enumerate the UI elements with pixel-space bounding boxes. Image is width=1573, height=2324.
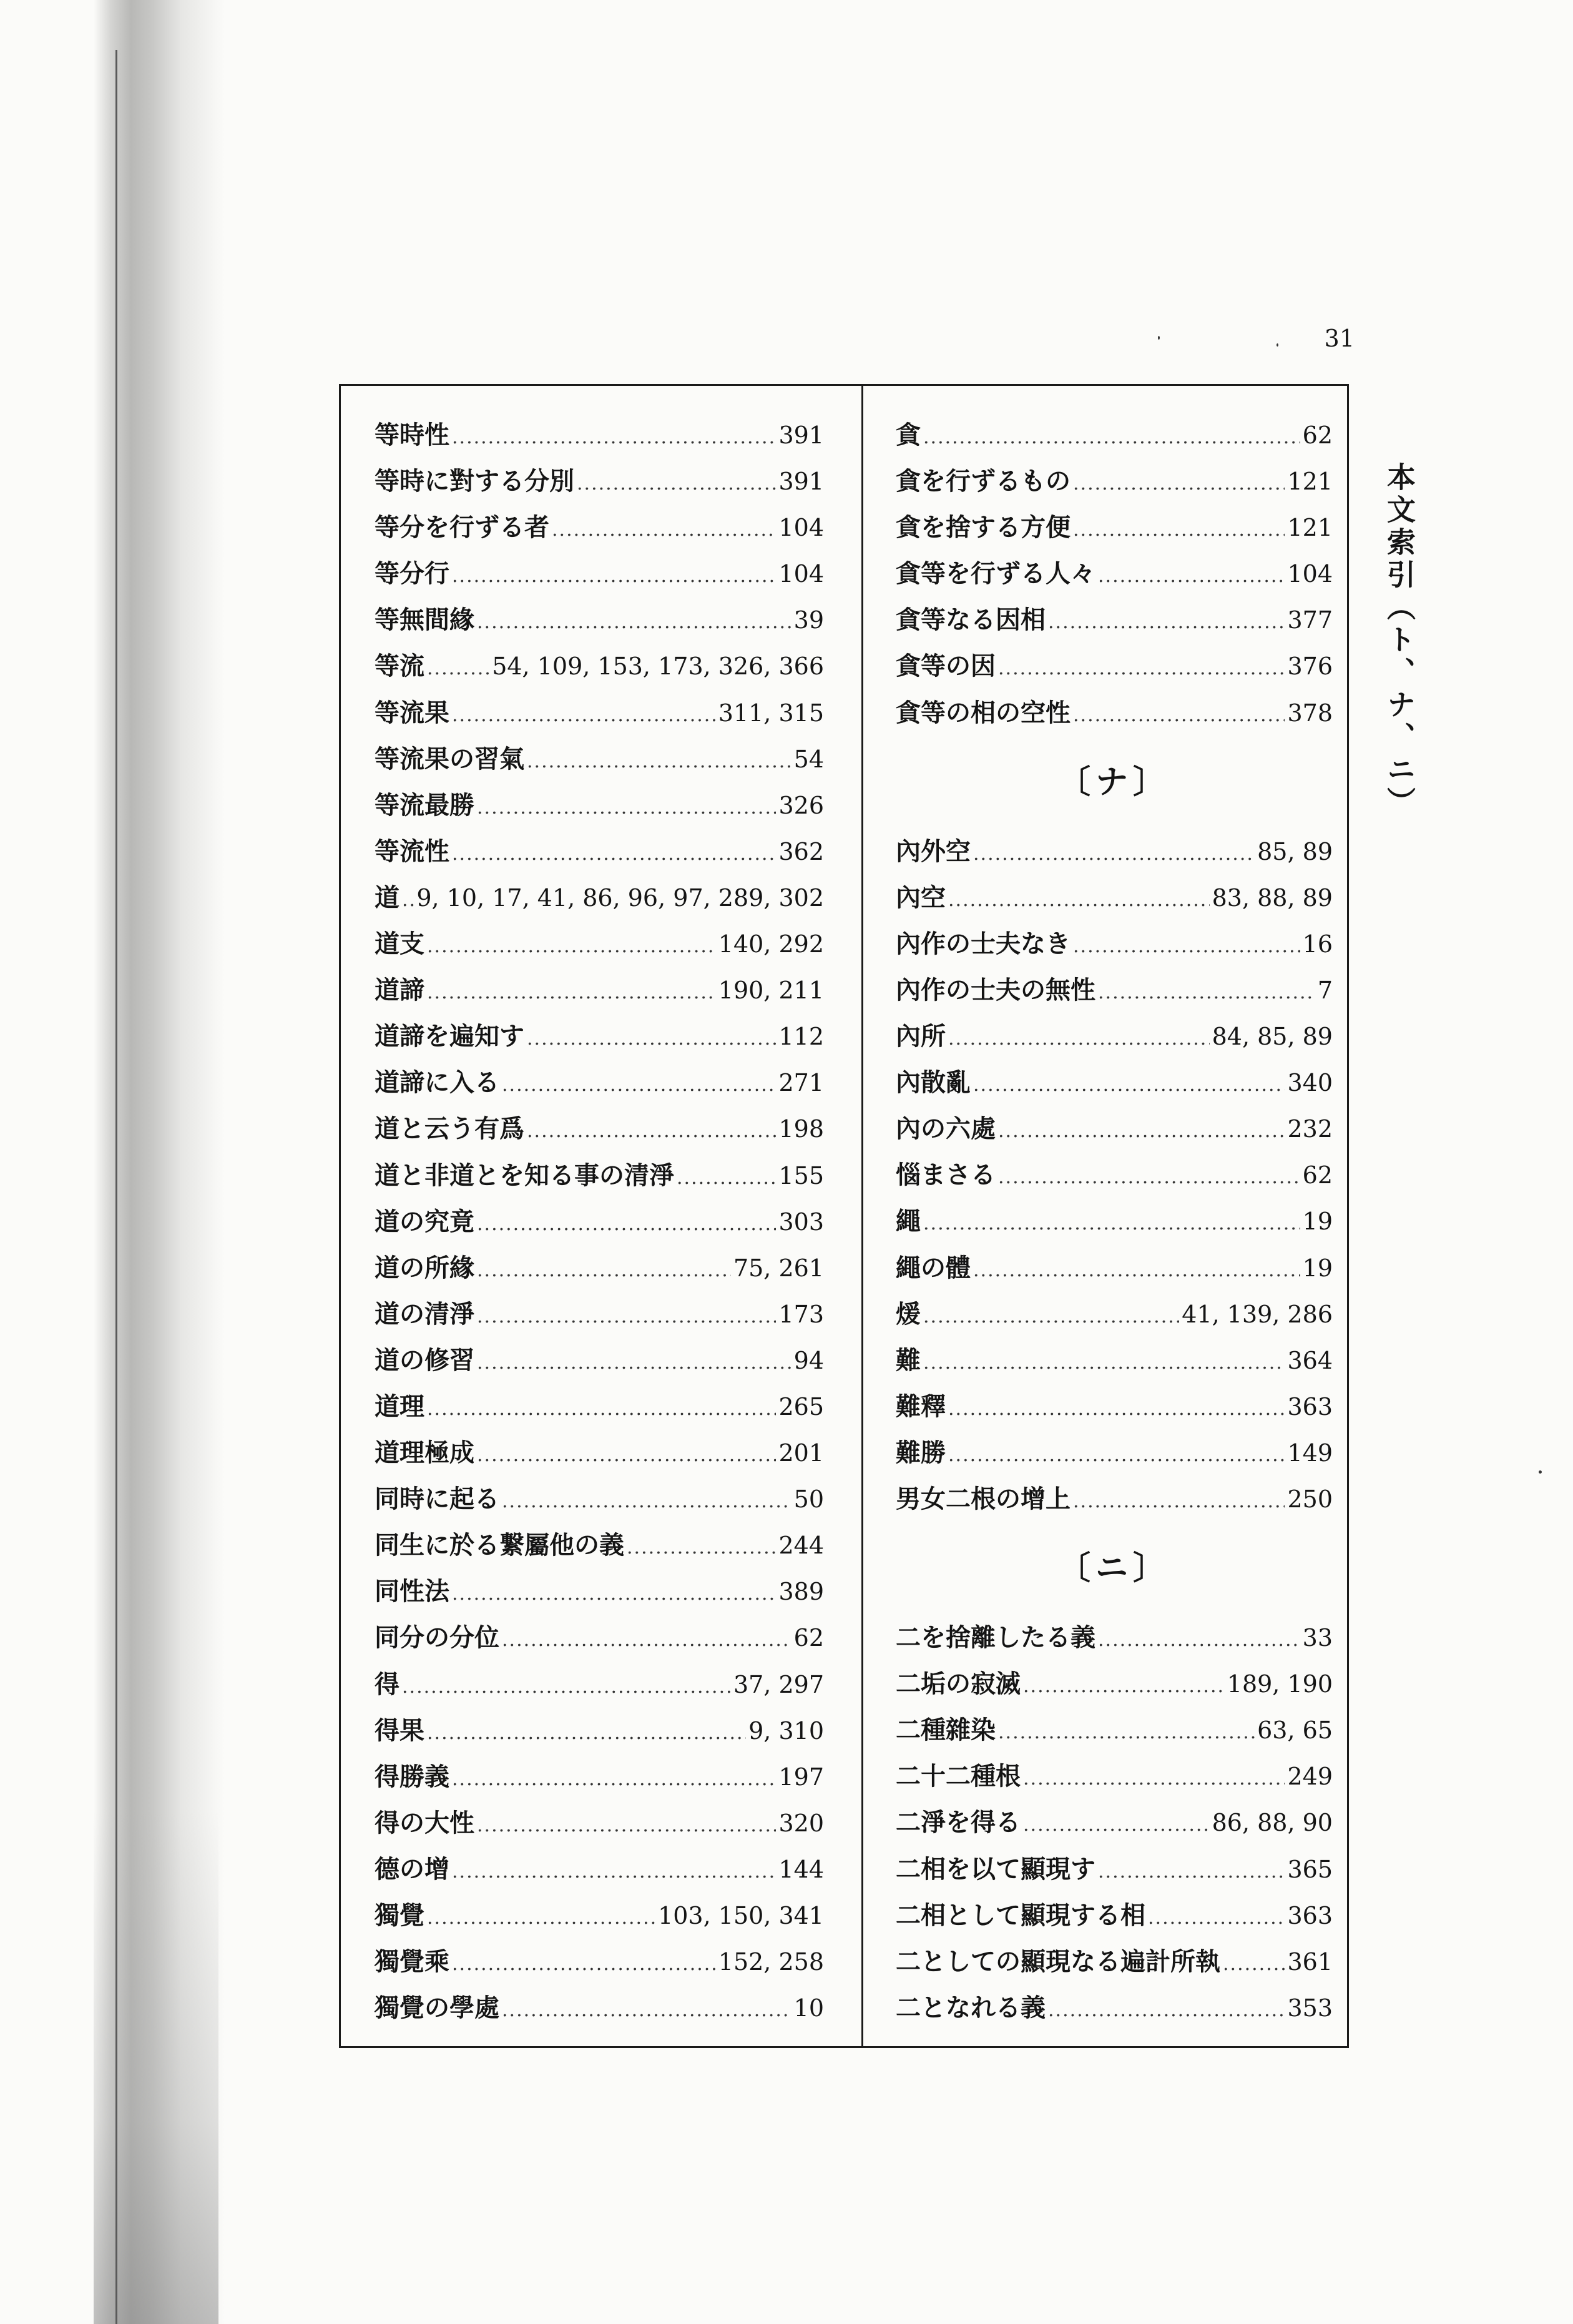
- leader-dots: [1073, 507, 1285, 553]
- left-column: [375, 412, 824, 2031]
- leader-dots: [402, 1664, 731, 1710]
- index-entry: [896, 643, 1333, 689]
- page-references: 340: [1287, 1069, 1333, 1097]
- page-references: 9, 10, 17, 41, 86, 96, 97, 289, 302: [416, 884, 824, 912]
- leader-dots: [973, 1248, 1300, 1294]
- scan-speck: [1539, 1470, 1542, 1474]
- index-entry: [896, 1846, 1333, 1893]
- page-references: 265: [778, 1392, 824, 1420]
- index-term: 同分の分位: [375, 1623, 499, 1653]
- index-entry: [375, 1985, 824, 2031]
- page-references: 54: [793, 745, 824, 773]
- index-entry: [896, 1939, 1333, 1985]
- page-references: 362: [778, 837, 824, 865]
- page-references: 198: [778, 1115, 824, 1143]
- leader-dots: [1098, 1849, 1285, 1895]
- index-term: 得: [375, 1669, 399, 1699]
- leader-dots: [1073, 692, 1285, 739]
- index-term: 貪等の因: [896, 651, 996, 681]
- index-term: 內空: [896, 882, 946, 912]
- page-references: 320: [778, 1809, 824, 1837]
- leader-dots: [923, 1201, 1300, 1247]
- page-references: 376: [1287, 652, 1333, 681]
- index-entry: [375, 736, 824, 782]
- index-term: 男女二根の增上: [896, 1484, 1071, 1514]
- leader-dots: [677, 1155, 776, 1201]
- side-title: 本文索引（ト、ナ、ニ）: [1383, 462, 1416, 819]
- section-heading-ni: 〔ニ〕: [1057, 1549, 1170, 1588]
- index-entry: [896, 1615, 1333, 1661]
- index-entry: [375, 1153, 824, 1199]
- index-term: 二十二種根: [896, 1761, 1021, 1791]
- page-references: 391: [778, 421, 824, 449]
- page-references: 391: [778, 468, 824, 496]
- scan-speck: [1158, 336, 1160, 340]
- index-term: 等分を行ずる者: [375, 513, 549, 543]
- index-term: 二を捨離したる義: [896, 1623, 1095, 1653]
- index-entry: [375, 597, 824, 643]
- page-references: 271: [778, 1069, 824, 1097]
- index-term: 繩: [896, 1206, 921, 1236]
- page-references: 104: [1287, 560, 1333, 588]
- page-references: 149: [1287, 1439, 1333, 1467]
- leader-dots: [998, 1710, 1255, 1756]
- index-entry: [896, 1985, 1333, 2031]
- index-term: 內散亂: [896, 1068, 971, 1098]
- index-entry: [375, 1060, 824, 1106]
- leader-dots: [452, 831, 776, 877]
- page-references: 94: [793, 1346, 824, 1374]
- leader-dots: [452, 1571, 776, 1617]
- leader-dots: [948, 1016, 1210, 1062]
- index-term: 貪: [896, 420, 921, 450]
- page-references: 232: [1287, 1115, 1333, 1143]
- index-term: 二淨を得る: [896, 1808, 1021, 1838]
- leader-dots: [452, 1941, 716, 1987]
- leader-dots: [923, 1294, 1179, 1340]
- leader-dots: [552, 507, 776, 553]
- leader-dots: [477, 1201, 776, 1248]
- leader-dots: [477, 785, 776, 831]
- leader-dots: [998, 1108, 1285, 1155]
- leader-dots: [477, 1294, 776, 1340]
- index-term: 二としての顯現なる遍計所執: [896, 1946, 1220, 1976]
- leader-dots: [427, 646, 489, 692]
- leader-dots: [502, 1479, 791, 1525]
- index-entry: [375, 412, 824, 458]
- leader-dots: [948, 1386, 1285, 1432]
- page-references: 104: [778, 560, 824, 588]
- index-term: 得勝義: [375, 1761, 449, 1791]
- index-entry: [896, 1893, 1333, 1939]
- index-entry: [375, 1106, 824, 1152]
- page-references: 249: [1287, 1763, 1333, 1791]
- leader-dots: [1073, 1479, 1285, 1525]
- leader-dots: [477, 1803, 776, 1849]
- index-entry: [896, 1384, 1333, 1430]
- leader-dots: [973, 831, 1255, 877]
- page-references: 33: [1302, 1624, 1333, 1652]
- leader-dots: [427, 1386, 776, 1432]
- index-entry: [896, 921, 1333, 967]
- index-term: 內作の士夫の無性: [896, 975, 1095, 1005]
- index-entry: [896, 1707, 1333, 1753]
- index-entry: [375, 505, 824, 551]
- leader-dots: [452, 1849, 776, 1895]
- leader-dots: [923, 415, 1300, 461]
- index-entry: [375, 1893, 824, 1939]
- leader-dots: [973, 1062, 1285, 1108]
- leader-dots: [527, 739, 791, 785]
- leader-dots: [452, 553, 776, 599]
- column-divider: [861, 384, 863, 2048]
- index-term: 難釋: [896, 1391, 946, 1421]
- index-entry: [375, 1337, 824, 1384]
- index-term: 獨覺: [375, 1901, 424, 1930]
- index-entry: [896, 412, 1333, 458]
- leader-dots: [502, 1062, 776, 1108]
- index-entry: [375, 1754, 824, 1800]
- index-entry: [375, 1013, 824, 1060]
- index-term: 貪等なる因相: [896, 605, 1046, 635]
- index-entry: [375, 1522, 824, 1568]
- leader-dots: [577, 461, 776, 507]
- index-entry: [375, 1384, 824, 1430]
- leader-dots: [452, 415, 776, 461]
- index-term: 道の修習: [375, 1345, 474, 1375]
- index-term: 貪等を行ずる人々: [896, 559, 1095, 589]
- page-references: 363: [1287, 1392, 1333, 1420]
- page-references: 41, 139, 286: [1182, 1300, 1333, 1328]
- leader-dots: [998, 1155, 1300, 1201]
- leader-dots: [1148, 1895, 1285, 1941]
- index-entry: [375, 921, 824, 967]
- index-entry: [375, 1662, 824, 1708]
- index-entry: [375, 551, 824, 597]
- index-term: 同時に起る: [375, 1484, 499, 1514]
- index-term: 二となれる義: [896, 1992, 1046, 2022]
- index-term: 得果: [375, 1715, 424, 1745]
- index-term: 難: [896, 1345, 921, 1375]
- page-references: 62: [1302, 1161, 1333, 1189]
- index-entry: [896, 1337, 1333, 1384]
- index-entry: [375, 1430, 824, 1476]
- section-heading-na: 〔ナ〕: [1057, 762, 1170, 801]
- index-term: 獨覺の學處: [375, 1993, 499, 2023]
- index-entry: [896, 458, 1333, 505]
- leader-dots: [452, 692, 716, 739]
- index-entry: [896, 1013, 1333, 1060]
- index-term: 等分行: [375, 559, 449, 589]
- index-entry: [896, 875, 1333, 921]
- leader-dots: [627, 1525, 776, 1571]
- page-references: 75, 261: [733, 1254, 824, 1282]
- index-entry: [896, 1060, 1333, 1106]
- index-entry: [896, 690, 1333, 736]
- page-references: 303: [778, 1208, 824, 1236]
- index-term: 道と非道とを知る事の清淨: [375, 1160, 674, 1190]
- index-entry: [896, 1753, 1333, 1800]
- index-entry: [896, 551, 1333, 597]
- page-references: 62: [793, 1624, 824, 1652]
- leader-dots: [502, 1987, 791, 2034]
- scan-speck: [1277, 343, 1278, 347]
- index-entry: [375, 1708, 824, 1754]
- leader-dots: [427, 970, 716, 1016]
- index-term: 貪を捨する方便: [896, 513, 1071, 543]
- index-entry: [375, 1568, 824, 1615]
- index-entry: [375, 1199, 824, 1245]
- page-references: 144: [778, 1855, 824, 1883]
- page-references: 50: [793, 1485, 824, 1514]
- index-entry: [896, 597, 1333, 643]
- leader-dots: [527, 1016, 776, 1062]
- page-references: 63, 65: [1257, 1716, 1333, 1745]
- page-references: 365: [1287, 1855, 1333, 1883]
- index-term: 德の增: [375, 1854, 449, 1884]
- page-references: 84, 85, 89: [1212, 1023, 1333, 1051]
- page-references: 10: [793, 1994, 824, 2022]
- index-term: 二相を以て顯現す: [896, 1854, 1095, 1884]
- page-references: 378: [1287, 699, 1333, 727]
- page-references: 37, 297: [733, 1670, 824, 1698]
- index-term: 獨覺乘: [375, 1947, 449, 1977]
- page-references: 19: [1302, 1254, 1333, 1282]
- page-references: 364: [1287, 1346, 1333, 1374]
- page-references: 39: [793, 606, 824, 634]
- index-term: 貪を行ずるもの: [896, 466, 1071, 496]
- index-entry: [375, 967, 824, 1013]
- index-term: 道諦: [375, 975, 424, 1005]
- index-entry: [375, 1245, 824, 1291]
- leader-dots: [1023, 1756, 1285, 1802]
- page-references: 389: [778, 1578, 824, 1606]
- index-term: 二垢の寂滅: [896, 1669, 1021, 1699]
- page-references: 62: [1302, 421, 1333, 449]
- index-term: 等流最勝: [375, 790, 474, 820]
- leader-dots: [1048, 1987, 1285, 2034]
- leader-dots: [527, 1108, 776, 1155]
- leader-dots: [452, 1756, 776, 1803]
- leader-dots: [1073, 461, 1285, 507]
- page-references: 104: [778, 514, 824, 542]
- leader-dots: [477, 599, 791, 646]
- page-references: 361: [1287, 1947, 1333, 1976]
- leader-dots: [998, 646, 1285, 692]
- page-number: 31: [1324, 325, 1355, 352]
- leader-dots: [1098, 970, 1315, 1016]
- page-references: 121: [1287, 514, 1333, 542]
- index-term: 等時に對する分別: [375, 466, 574, 496]
- leader-dots: [1023, 1802, 1210, 1848]
- leader-dots: [477, 1248, 731, 1294]
- leader-dots: [477, 1432, 776, 1479]
- index-entry: [375, 829, 824, 875]
- index-entry: [896, 1291, 1333, 1337]
- page-references: 121: [1287, 468, 1333, 496]
- leader-dots: [1023, 1663, 1225, 1710]
- page-references: 173: [778, 1300, 824, 1328]
- index-term: 貪等の相の空性: [896, 697, 1071, 727]
- scan-shadow-bottom: [94, 1811, 218, 2324]
- page-references: 353: [1287, 1994, 1333, 2022]
- index-term: 等時性: [375, 420, 449, 450]
- index-entry: [375, 1291, 824, 1337]
- page-references: 201: [778, 1439, 824, 1467]
- leader-dots: [502, 1617, 791, 1663]
- index-term: 道と云う有爲: [375, 1114, 524, 1144]
- leader-dots: [427, 923, 716, 970]
- index-entry: [896, 1245, 1333, 1291]
- index-term: 道の究竟: [375, 1206, 474, 1236]
- index-term: 道諦に入る: [375, 1068, 499, 1098]
- page-references: 155: [778, 1161, 824, 1189]
- index-entry: [375, 458, 824, 505]
- binding-line: [115, 50, 117, 2324]
- index-term: 道諦を遍知す: [375, 1022, 524, 1051]
- leader-dots: [948, 1432, 1285, 1479]
- index-entry: [375, 1615, 824, 1661]
- right-column: [896, 412, 1333, 2031]
- index-entry: [375, 1476, 824, 1522]
- leader-dots: [1223, 1941, 1285, 1987]
- index-term: 同性法: [375, 1577, 449, 1607]
- index-term: 道理: [375, 1391, 424, 1421]
- index-term: 道理極成: [375, 1438, 474, 1468]
- index-term: 道: [375, 882, 399, 912]
- index-term: 等流果の習氣: [375, 744, 524, 774]
- index-entry: [375, 1846, 824, 1893]
- leader-dots: [1098, 553, 1285, 599]
- leader-dots: [1098, 1617, 1300, 1663]
- page-references: 54, 109, 153, 173, 326, 366: [492, 652, 824, 681]
- page-references: 85, 89: [1257, 837, 1333, 865]
- index-entry: [896, 1430, 1333, 1476]
- index-entry: [896, 1198, 1333, 1244]
- leader-dots: [427, 1895, 655, 1941]
- page-references: 152, 258: [718, 1948, 824, 1976]
- index-entry: [896, 1152, 1333, 1198]
- page-references: 311, 315: [718, 699, 824, 727]
- page-references: 326: [778, 791, 824, 819]
- page-references: 19: [1302, 1208, 1333, 1236]
- index-entry: [896, 1476, 1333, 1522]
- page-references: 244: [778, 1532, 824, 1560]
- index-entry: [375, 690, 824, 736]
- page-references: 363: [1287, 1901, 1333, 1929]
- index-term: 得の大性: [375, 1808, 474, 1838]
- leader-dots: [1048, 599, 1285, 646]
- leader-dots: [427, 1710, 746, 1756]
- index-entry: [896, 829, 1333, 875]
- leader-dots: [402, 877, 414, 923]
- index-term: 內作の士夫なき: [896, 928, 1071, 958]
- index-term: 二種雜染: [896, 1715, 996, 1745]
- index-entry: [896, 1106, 1333, 1152]
- index-entry: [375, 1800, 824, 1846]
- page-references: 250: [1287, 1485, 1333, 1513]
- index-term: 繩の體: [896, 1253, 971, 1283]
- page-references: 103, 150, 341: [658, 1902, 824, 1929]
- index-entry: [375, 782, 824, 829]
- index-term: 二相として顯現する相: [896, 1900, 1145, 1930]
- index-entry: [896, 1661, 1333, 1707]
- page-references: 86, 88, 90: [1212, 1809, 1333, 1837]
- page-references: 140, 292: [718, 930, 824, 958]
- index-entry: [375, 643, 824, 689]
- index-term: 道の清淨: [375, 1299, 474, 1329]
- index-entry: [896, 505, 1333, 551]
- page-references: 83, 88, 89: [1212, 884, 1333, 912]
- index-term: 惱まさる: [896, 1160, 996, 1190]
- index-term: 等流果: [375, 697, 449, 727]
- page-references: 7: [1317, 976, 1333, 1004]
- leader-dots: [477, 1340, 791, 1386]
- index-term: 內の六處: [896, 1114, 996, 1144]
- index-term: 等流性: [375, 836, 449, 866]
- page-references: 189, 190: [1227, 1670, 1333, 1698]
- index-term: 道の所緣: [375, 1253, 474, 1283]
- index-term: 煖: [896, 1299, 921, 1329]
- page-references: 16: [1302, 930, 1333, 958]
- leader-dots: [923, 1340, 1285, 1386]
- index-entry: [896, 967, 1333, 1013]
- index-entry: [375, 875, 824, 921]
- index-entry: [375, 1939, 824, 1985]
- page-references: 197: [778, 1763, 824, 1791]
- leader-dots: [1073, 923, 1300, 970]
- page-references: 190, 211: [718, 977, 824, 1005]
- page-references: 9, 310: [748, 1716, 824, 1745]
- index-entry: [896, 1800, 1333, 1846]
- index-term: 同生に於る繋屬他の義: [375, 1530, 624, 1560]
- index-term: 內外空: [896, 836, 971, 866]
- index-term: 難勝: [896, 1437, 946, 1467]
- index-term: 等流: [375, 651, 424, 681]
- page-references: 377: [1287, 606, 1333, 634]
- index-term: 道支: [375, 929, 424, 959]
- leader-dots: [948, 877, 1210, 923]
- page-references: 112: [778, 1023, 824, 1051]
- index-term: 內所: [896, 1022, 946, 1051]
- index-term: 等無間緣: [375, 605, 474, 635]
